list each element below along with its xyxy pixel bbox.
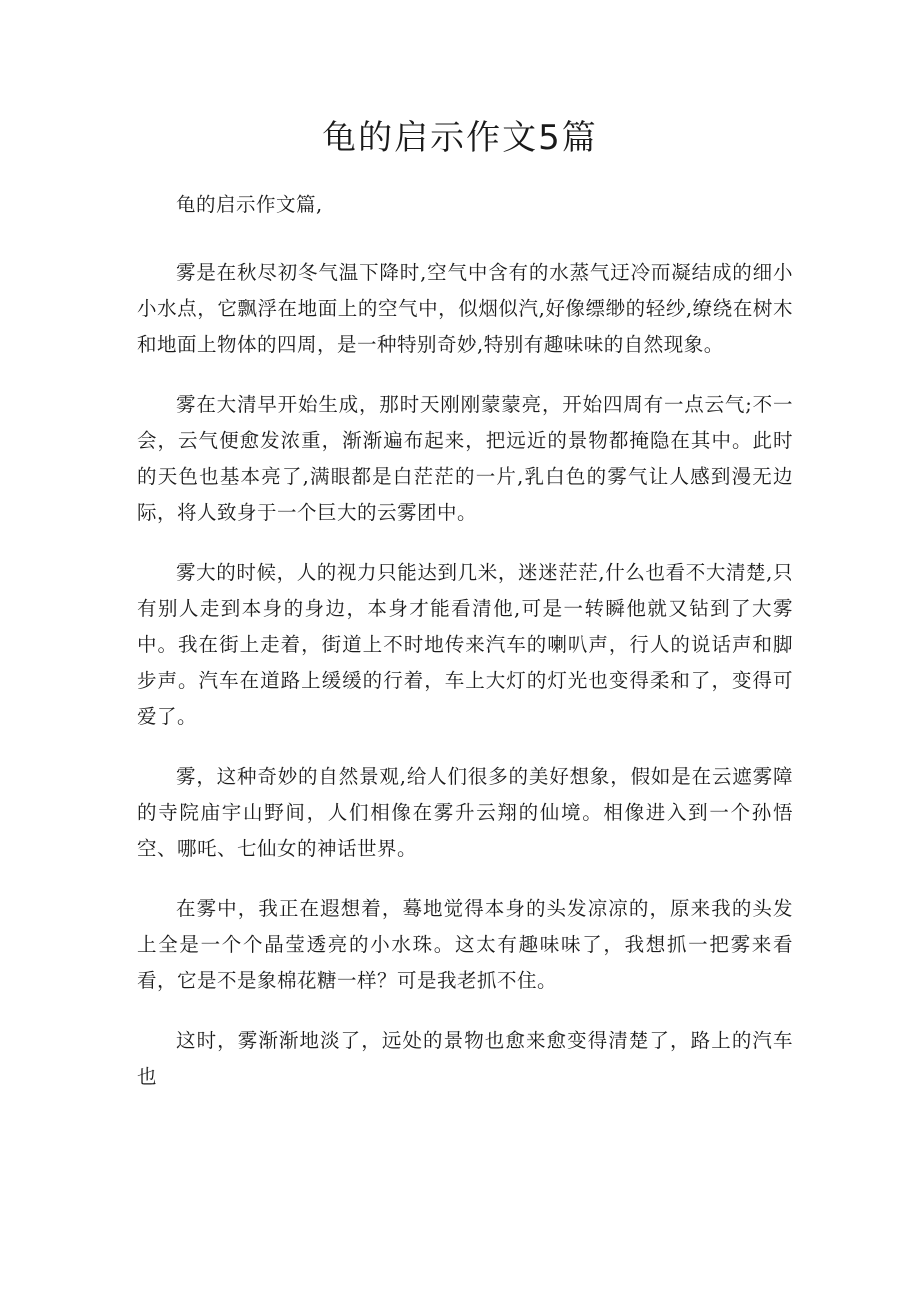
paragraph: 在雾中，我正在遐想着，蓦地觉得本身的头发凉凉的，原来我的头发上全是一个个晶莹透亮的小水珠。这太有趣味味了，我想抓一把雾来看看，它是不是象棉花糖一样？可是我老抓不住。 (137, 897, 793, 992)
document-subtitle: 龟的启示作文篇, (176, 193, 323, 216)
paragraph: 雾，这种奇妙的自然景观,给人们很多的美好想象，假如是在云遮雾障的寺院庙宇山野间，人们相像在雾升云翔的仙境。相像进入到一个孙悟空、哪吒、七仙女的神话世界。 (137, 765, 793, 860)
document-body (137, 187, 793, 1119)
document-title: 龟的启示作文5篇 (322, 118, 598, 158)
paragraph: 雾是在秋尽初冬气温下降时,空气中含有的水蒸气迂冷而凝结成的细小小水点，它飘浮在地面上的空气中，似烟似汽,好像缥缈的轻纱,缭绕在树木和地面上物体的四周，是一种特别奇妙,特别有趣味味的自然现象。 (137, 261, 793, 356)
paragraph: 这时，雾渐渐地淡了，远处的景物也愈来愈变得清楚了，路上的汽车也 (137, 1029, 793, 1088)
paragraph: 雾在大清早开始生成，那时天刚刚蒙蒙亮，开始四周有一点云气;不一会，云气便愈发浓重，渐渐遍布起来，把远近的景物都掩隐在其中。此时的天色也基本亮了,满眼都是白茫茫的一片,乳白色的雾气让人感到漫无边际，将人致身于一个巨大的云雾团中。 (137, 393, 793, 524)
paragraph: 雾大的时候，人的视力只能达到几米，迷迷茫茫,什么也看不大清楚,只有别人走到本身的身边，本身才能看清他,可是一转瞬他就又钻到了大雾中。我在街上走着，街道上不时地传来汽车的喇叭声，行人的说话声和脚步声。汽车在道路上缓缓的行着，车上大灯的灯光也变得柔和了，变得可爱了。 (137, 561, 793, 728)
